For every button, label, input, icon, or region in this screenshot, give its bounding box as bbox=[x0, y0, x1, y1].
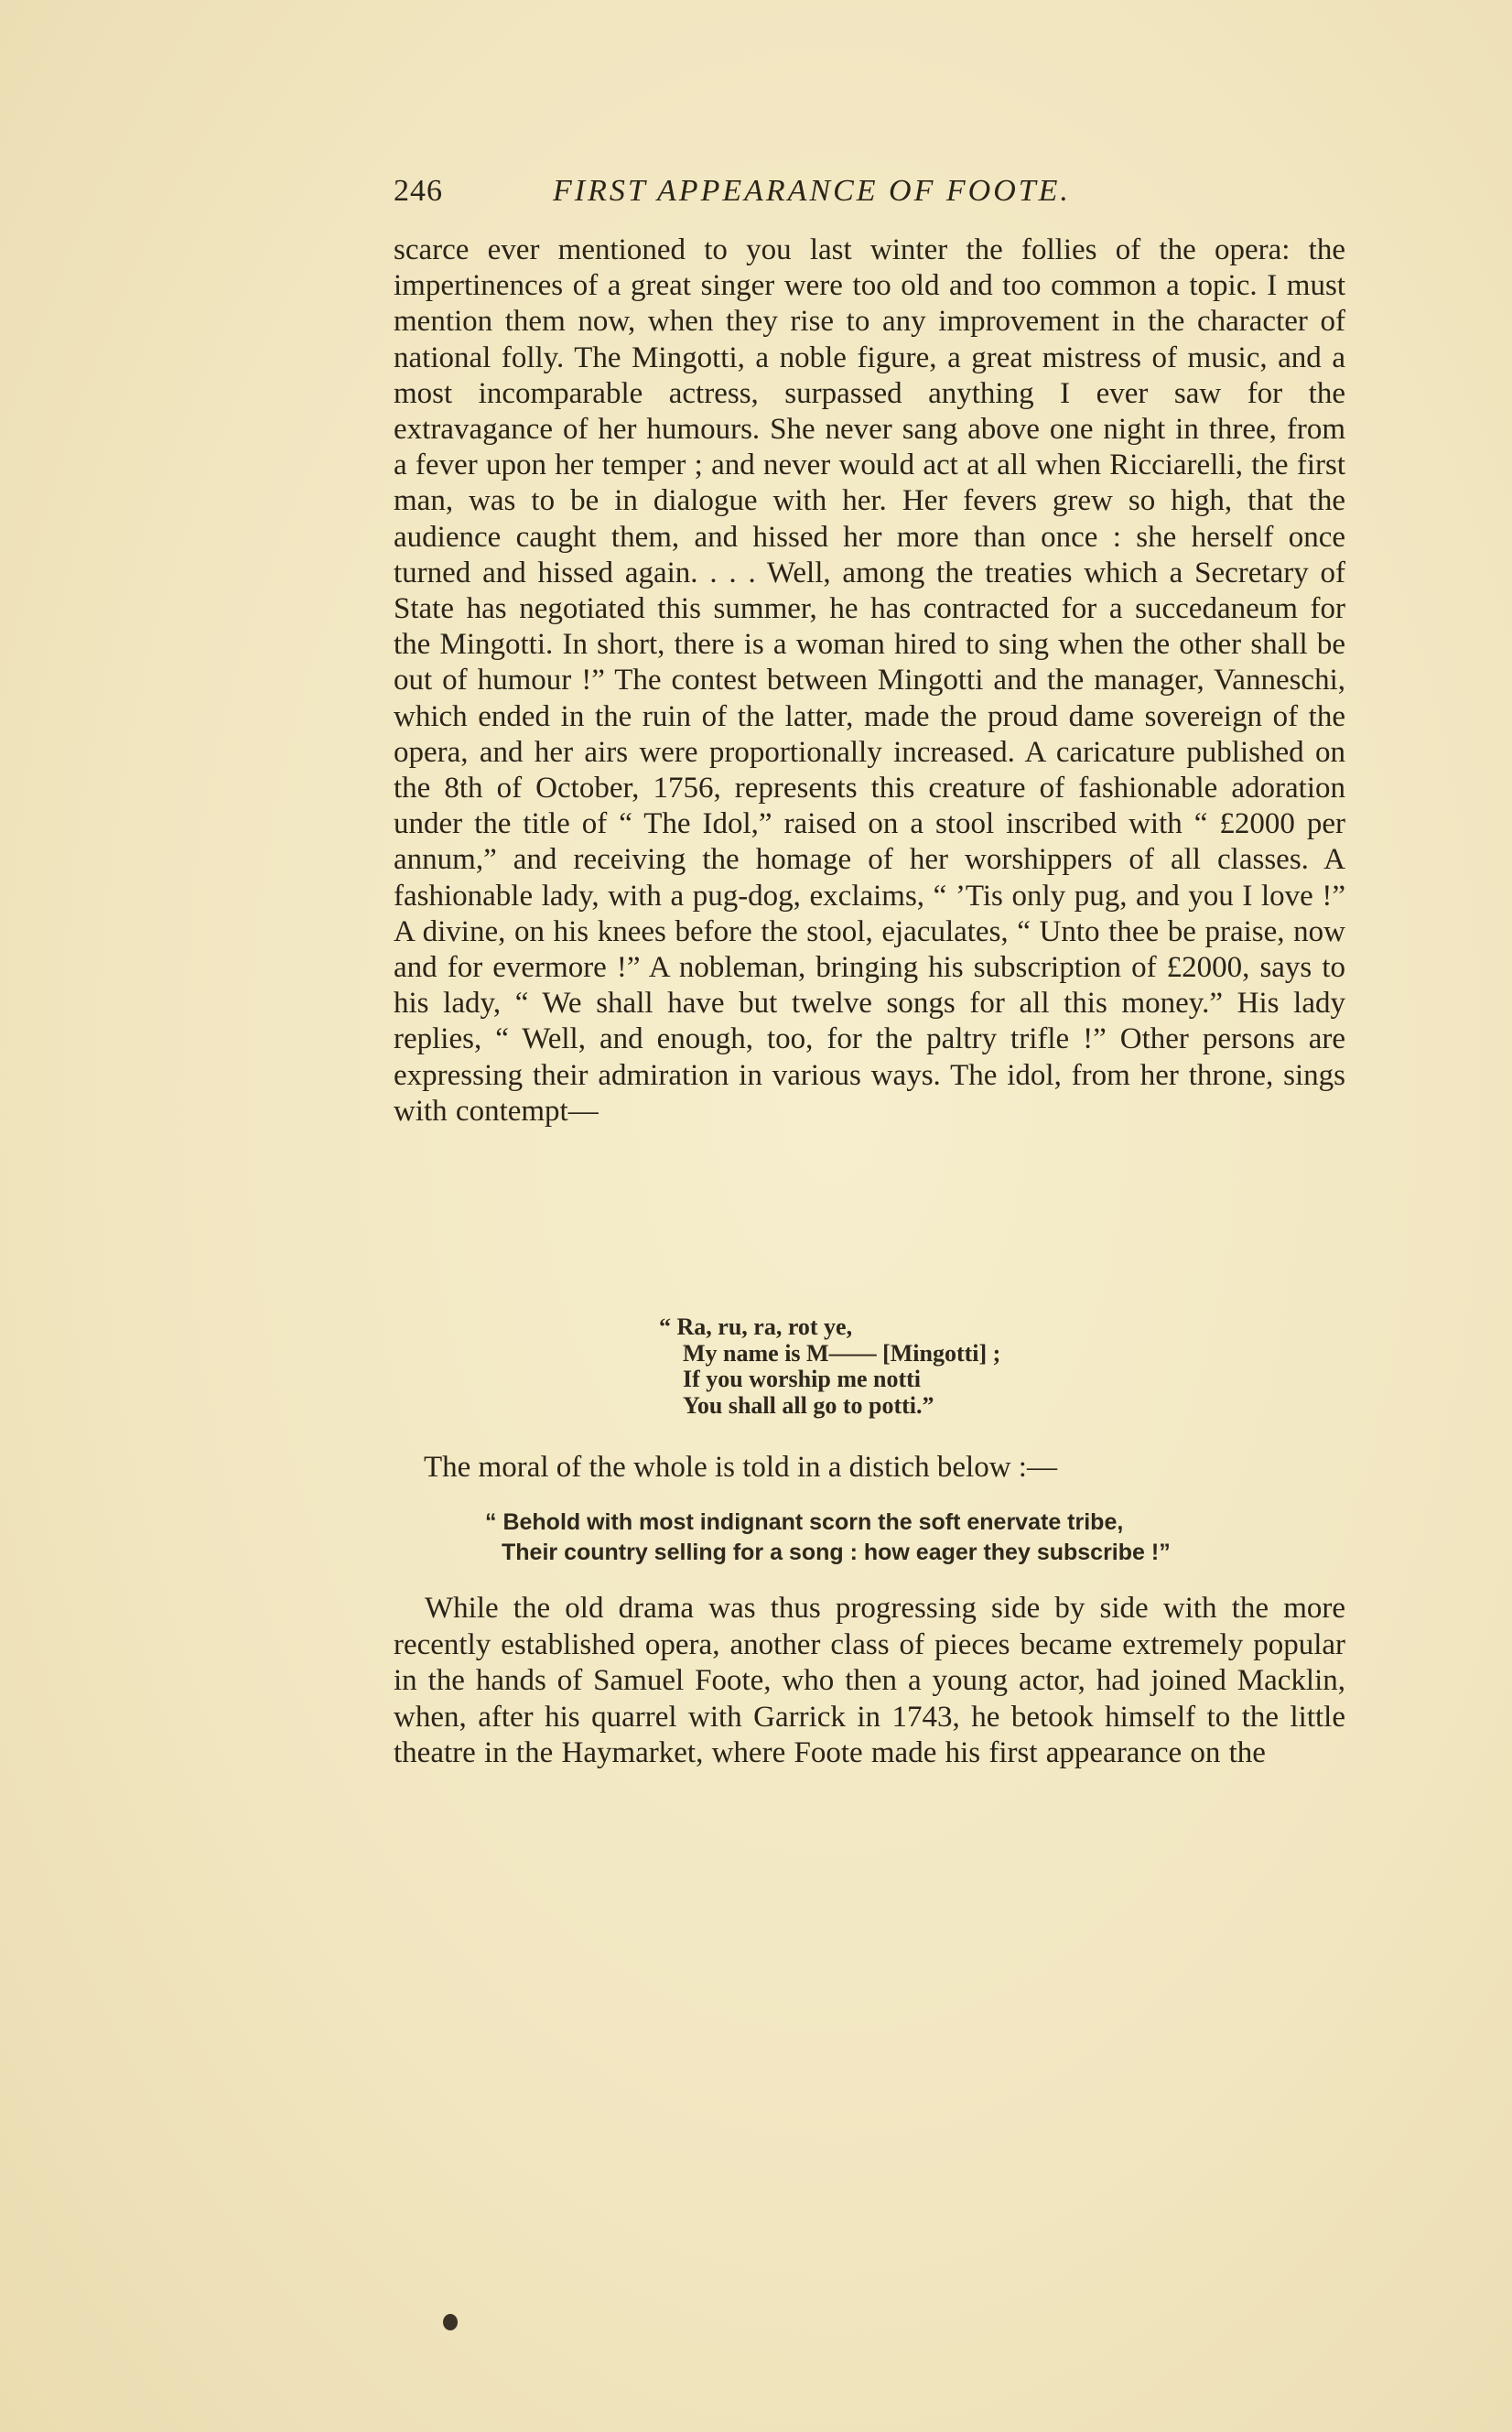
distich-line-2: Their country selling for a song : how eager they subscribe !” bbox=[502, 1540, 1171, 1565]
ink-spot bbox=[443, 2314, 458, 2330]
paragraph-1-text: scarce ever mentioned to you last winter the follies of the opera: the impertinences of a great singer were too old and too common a topic. I must mention them now, when they rise to any improvement in the character of national folly. The Mingotti, a noble figure, a great mistress of music, and a most incomparable actress, surpassed anything I ever saw for the extravagance of her humours. She never sang above one night in three, from a fever upon her temper ; and never would act at all when Ricciarelli, the first man, was to be in dialogue with her. Her fevers grew so high, that the audience caught them, and hissed her more than once : she herself once turned and hissed again. . . . Well, among the treaties which a Secretary of State has negotiated this summer, he has contracted for a succedaneum for the Mingotti. In short, there is a woman hired to sing when the other shall be out of humour !” The contest between Mingotti and the manager, Vanneschi, which ended in the ruin of the latter, made the proud dame sovereign of the opera, and her airs were proportionally increased. A caricature published on the 8th of October, 1756, represents this creature of fashionable adoration under the title of “ The Idol,” raised on a stool inscribed with “ £2000 per annum,” and receiving the homage of her worshippers of all classes. A fashionable lady, with a pug-dog, exclaims, “ ’Tis only pug, and you I love !” A divine, on his knees before the stool, ejaculates, “ Unto thee be praise, now and for evermore !” A nobleman, bringing his subscription of £2000, says to his lady, “ We shall have but twelve songs for all this money.” His lady replies, “ Well, and enough, too, for the paltry trifle !” Other persons are expressing their admiration in various ways. The idol, from her throne, sings with contempt— bbox=[394, 233, 1345, 1128]
verse-line-1: “ Ra, ru, ra, rot ye, bbox=[659, 1313, 853, 1340]
distich-line-1: “ Behold with most indignant scorn the soft enervate tribe, bbox=[485, 1509, 1124, 1535]
running-head: FIRST APPEARANCE OF FOOTE. bbox=[553, 174, 1071, 208]
page-number: 246 bbox=[394, 174, 443, 208]
paragraph-foote bbox=[394, 1591, 1345, 1772]
paragraph-2-text: While the old drama was thus progressing side by side with the more recently established opera, another class of pieces became extremely popular in the hands of Samuel Foote, who then a young actor, had joined Macklin, when, after his quarrel with Garrick in 1743, he betook himself to the little theatre in the Haymarket, where Foote made his first appearance on the bbox=[394, 1592, 1345, 1769]
verse-quotation bbox=[659, 1314, 1000, 1419]
page-header bbox=[394, 174, 1190, 216]
moral-line: The moral of the whole is told in a distich below :— bbox=[424, 1451, 1057, 1484]
distich-quotation bbox=[485, 1508, 1171, 1568]
verse-line-4: You shall all go to potti.” bbox=[683, 1391, 934, 1419]
paragraph-continued bbox=[394, 232, 1345, 1130]
verse-line-2: My name is M—— [Mingotti] ; bbox=[683, 1339, 1001, 1367]
verse-line-3: If you worship me notti bbox=[683, 1366, 922, 1392]
